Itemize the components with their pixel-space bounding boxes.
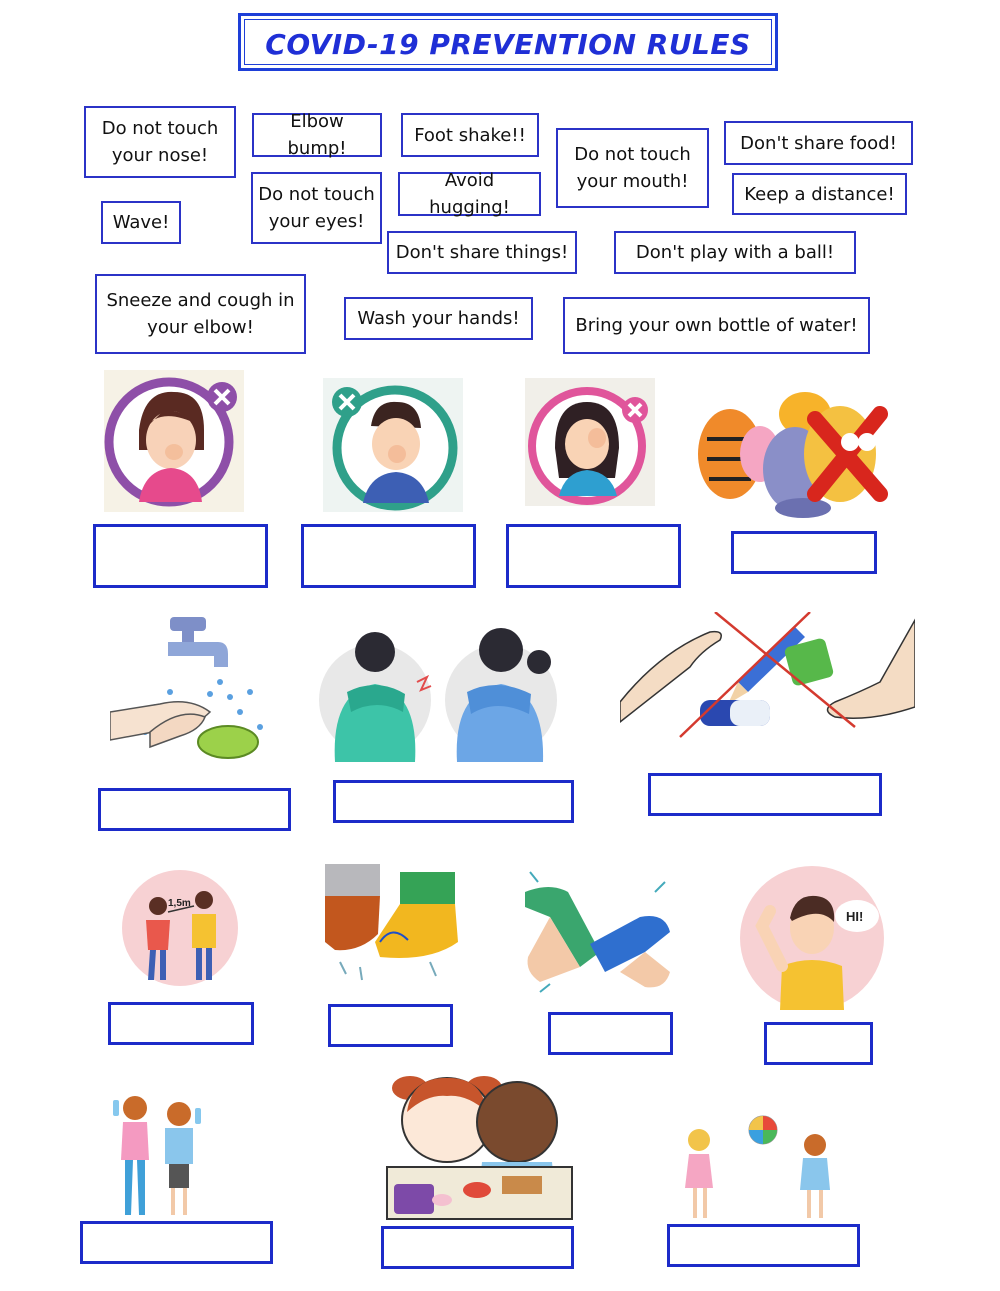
- answer-box[interactable]: [98, 788, 291, 831]
- answer-box[interactable]: [506, 524, 681, 588]
- foot-shake-illustration: [320, 862, 465, 982]
- answer-box[interactable]: [381, 1226, 574, 1269]
- word-card[interactable]: [101, 201, 181, 244]
- wash-hands-illustration: [110, 612, 270, 767]
- touch-eyes-girl-illustration: [525, 378, 655, 506]
- touch-nose-illustration: [104, 370, 244, 512]
- word-card[interactable]: [401, 113, 539, 157]
- answer-box[interactable]: [764, 1022, 873, 1065]
- word-card-label: Keep a distance!: [744, 183, 895, 205]
- elbow-bump-illustration: [520, 862, 675, 1002]
- answer-box[interactable]: [548, 1012, 673, 1055]
- wave-illustration: [740, 866, 885, 1011]
- answer-box[interactable]: [333, 780, 574, 823]
- word-card-label: Wash your hands!: [357, 308, 520, 329]
- answer-box[interactable]: [93, 524, 268, 588]
- word-card[interactable]: [563, 297, 870, 354]
- dont-share-food-illustration: [382, 1072, 577, 1224]
- word-card[interactable]: [252, 113, 382, 157]
- sneeze-in-elbow-illustration: [317, 622, 572, 762]
- answer-box[interactable]: [80, 1221, 273, 1264]
- own-water-bottle-illustration: [105, 1090, 205, 1220]
- avoid-hugging-illustration: [695, 384, 895, 519]
- word-card-label: Don't share things!: [395, 242, 569, 263]
- word-card-label: Elbow bump!: [287, 111, 347, 159]
- answer-box[interactable]: [648, 773, 882, 816]
- word-card-label: Avoid hugging!: [429, 170, 510, 218]
- dont-play-ball-illustration: [675, 1110, 835, 1220]
- keep-distance-illustration: [120, 868, 240, 986]
- word-card[interactable]: [84, 106, 236, 178]
- word-card[interactable]: [732, 173, 907, 215]
- distance-label: 1,5m: [168, 898, 191, 909]
- answer-box[interactable]: [667, 1224, 860, 1267]
- word-card[interactable]: [724, 121, 913, 165]
- word-card-label: Don't play with a ball!: [635, 242, 835, 263]
- word-card[interactable]: [344, 297, 533, 340]
- word-card[interactable]: [95, 274, 306, 354]
- word-card[interactable]: [556, 128, 709, 208]
- answer-box[interactable]: [108, 1002, 254, 1045]
- word-card[interactable]: [614, 231, 856, 274]
- title-frame: [238, 13, 778, 71]
- word-card-label: Don't share food!: [740, 132, 897, 154]
- word-card-label: Bring your own bottle of water!: [575, 315, 858, 336]
- word-card[interactable]: [251, 172, 382, 244]
- word-card-label: Do not touch your nose!: [101, 118, 219, 166]
- word-card-label: Do not touch your eyes!: [258, 184, 375, 232]
- word-card-label: Do not touch your mouth!: [574, 144, 691, 192]
- page-title: COVID-19 PREVENTION RULES: [265, 28, 751, 61]
- word-card-label: Foot shake!!: [414, 124, 526, 146]
- word-card[interactable]: [387, 231, 577, 274]
- touch-eyes-boy-illustration: [323, 378, 463, 512]
- answer-box[interactable]: [301, 524, 476, 588]
- answer-box[interactable]: [731, 531, 877, 574]
- answer-box[interactable]: [328, 1004, 453, 1047]
- dont-share-things-illustration: [620, 612, 915, 742]
- hi-bubble-text: HI!: [846, 909, 864, 924]
- word-card-label: Sneeze and cough in your elbow!: [106, 290, 295, 338]
- word-card[interactable]: [398, 172, 541, 216]
- word-card-label: Wave!: [112, 212, 170, 233]
